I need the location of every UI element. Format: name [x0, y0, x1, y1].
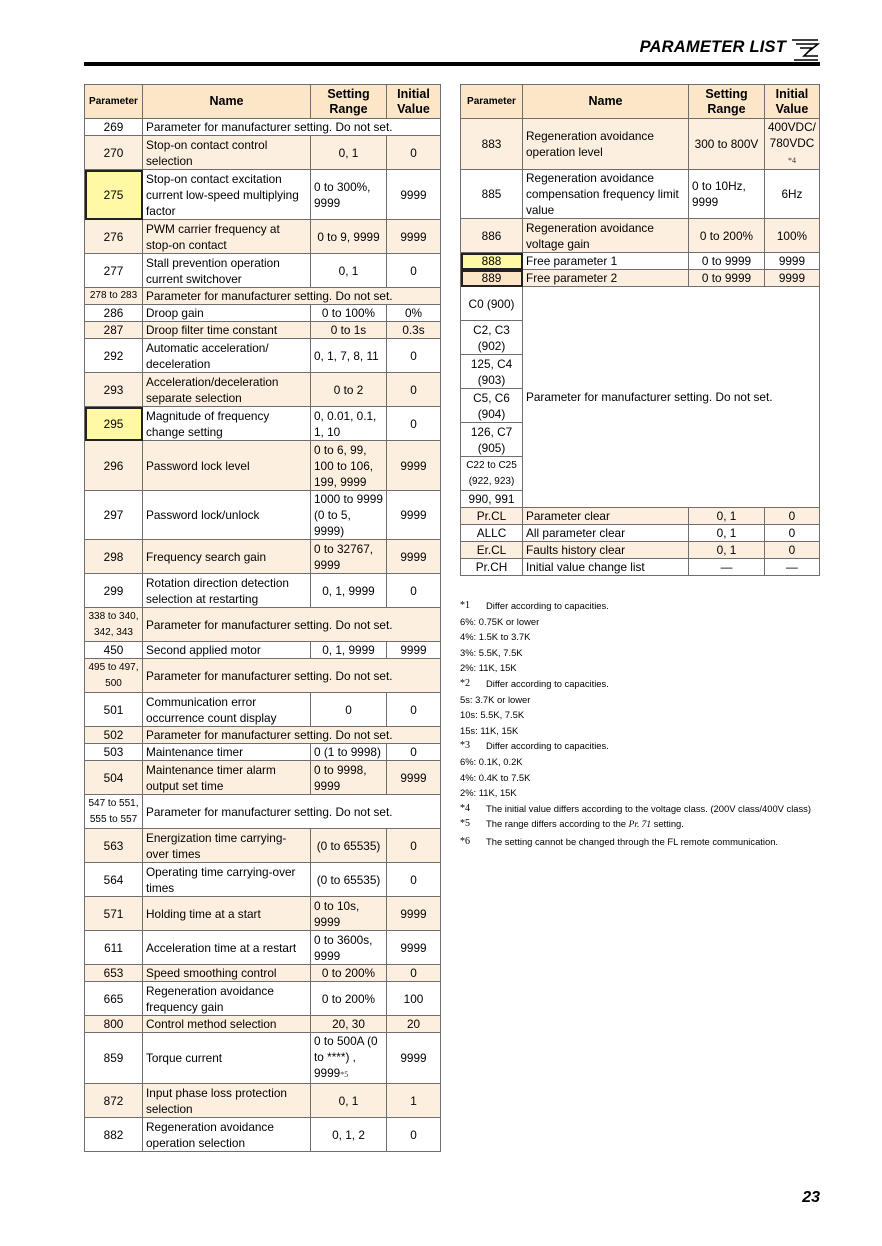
parameter-name: Regeneration avoidance compensation frequency limit value — [523, 170, 689, 219]
setting-range: (0 to 65535) — [311, 829, 387, 863]
parameter-number: 295 — [85, 407, 143, 441]
table-row — [85, 136, 441, 170]
parameter-name: Input phase loss protection selection — [143, 1084, 311, 1118]
footnote-text: Differ according to capacities. — [486, 600, 609, 611]
setting-range: (0 to 65535) — [311, 863, 387, 897]
parameter-name: Control method selection — [143, 1016, 311, 1033]
table-row — [85, 373, 441, 407]
table-row — [85, 608, 441, 642]
table-row — [85, 744, 441, 761]
table-row — [461, 508, 820, 525]
setting-range: 0 to 10Hz, 9999 — [689, 170, 765, 219]
initial-value: — — [765, 559, 820, 576]
table-row — [85, 170, 441, 220]
table-row — [85, 642, 441, 659]
parameter-number: Pr.CL — [461, 508, 523, 525]
setting-range: 0, 1, 9999 — [311, 574, 387, 608]
parameter-table-left — [84, 84, 441, 1152]
parameter-name: Droop gain — [143, 305, 311, 322]
table-row — [461, 170, 820, 219]
setting-range: — — [689, 559, 765, 576]
col-header-setting-range: Setting Range — [689, 85, 765, 119]
parameter-name: Regeneration avoidance frequency gain — [143, 982, 311, 1016]
parameter-number: 885 — [461, 170, 523, 219]
table-row — [85, 491, 441, 540]
table-row — [85, 1016, 441, 1033]
footnote-ref: *5 — [340, 1070, 349, 1079]
table-row — [85, 1033, 441, 1084]
setting-range: 0 to 9998, 9999 — [311, 761, 387, 795]
parameter-number: 292 — [85, 339, 143, 373]
parameter-name: Holding time at a start — [143, 897, 311, 931]
parameter-number: 125, C4 (903) — [461, 355, 523, 389]
table-row — [85, 795, 441, 829]
setting-range: 0 to 9999 — [689, 253, 765, 270]
parameter-number: 882 — [85, 1118, 143, 1152]
parameter-number: Er.CL — [461, 542, 523, 559]
footnote-detail-line: 2%: 11K, 15K — [460, 662, 517, 674]
parameter-number: C22 to C25 (922, 923) — [461, 457, 523, 491]
parameter-number: 564 — [85, 863, 143, 897]
footnotes — [460, 598, 820, 850]
table-row — [461, 119, 820, 170]
initial-value: 100 — [387, 982, 441, 1016]
table-row — [85, 305, 441, 322]
initial-value-text: 400VDC/ 780VDC — [768, 120, 816, 150]
initial-value: 9999 — [387, 170, 441, 220]
parameter-number: 278 to 283 — [85, 288, 143, 305]
table-row — [85, 1118, 441, 1152]
initial-value: 0 — [387, 339, 441, 373]
setting-range: 0 — [311, 693, 387, 727]
table-row — [85, 897, 441, 931]
initial-value: 9999 — [387, 1033, 441, 1084]
parameter-name: All parameter clear — [523, 525, 689, 542]
parameter-number: 501 — [85, 693, 143, 727]
initial-value: 1 — [387, 1084, 441, 1118]
setting-range: 0 to 200% — [311, 965, 387, 982]
footnote-mark: *4 — [460, 802, 470, 814]
footnote — [460, 676, 820, 692]
footnote-mark: *5 — [460, 818, 470, 830]
parameter-name: Acceleration time at a restart — [143, 931, 311, 965]
initial-value: 0 — [387, 574, 441, 608]
parameter-name: Parameter clear — [523, 508, 689, 525]
parameter-number: Pr.CH — [461, 559, 523, 576]
initial-value: 0 — [765, 525, 820, 542]
initial-value: 9999 — [387, 220, 441, 254]
parameter-name: Free parameter 2 — [523, 270, 689, 287]
setting-range: 0 to 200% — [311, 982, 387, 1016]
table-row — [85, 761, 441, 795]
setting-range: 0, 1 — [311, 136, 387, 170]
parameter-name: Regeneration avoidance operation selection — [143, 1118, 311, 1152]
setting-range: 0 to 9, 9999 — [311, 220, 387, 254]
page-title: PARAMETER LIST — [639, 38, 786, 56]
parameter-name: Maintenance timer — [143, 744, 311, 761]
parameter-name: Second applied motor — [143, 642, 311, 659]
parameter-name: Initial value change list — [523, 559, 689, 576]
parameter-number: 611 — [85, 931, 143, 965]
setting-range: 0 to 200% — [689, 219, 765, 253]
initial-value: 0 — [387, 693, 441, 727]
parameter-name: Regeneration avoidance voltage gain — [523, 219, 689, 253]
setting-range: 0, 1, 7, 8, 11 — [311, 339, 387, 373]
initial-value: 0 — [387, 863, 441, 897]
col-header-initial-value: Initial Value — [387, 85, 441, 119]
parameter-number: 269 — [85, 119, 143, 136]
setting-range: 0 to 9999 — [689, 270, 765, 287]
table-row — [85, 965, 441, 982]
col-header-setting-range: Setting Range — [311, 85, 387, 119]
setting-range: 0, 1 — [689, 542, 765, 559]
parameter-name: Droop filter time constant — [143, 322, 311, 339]
table-row — [85, 574, 441, 608]
initial-value: 0 — [765, 508, 820, 525]
table-row — [461, 270, 820, 287]
table-row — [461, 287, 820, 321]
parameter-number: 571 — [85, 897, 143, 931]
footnote-text: The initial value differs according to the voltage class. (200V class/400V class) — [486, 802, 811, 814]
manufacturer-setting-note: Parameter for manufacturer setting. Do not set. — [143, 288, 441, 305]
parameter-number: 270 — [85, 136, 143, 170]
parameter-number: 547 to 551, 555 to 557 — [85, 795, 143, 829]
footnote-ref: *4 — [787, 156, 796, 165]
footnote-text: Differ according to capacities. — [486, 677, 609, 689]
footnote — [460, 816, 820, 834]
parameter-name: Stop-on contact excitation current low-speed multiplying factor — [143, 170, 311, 220]
table-row — [461, 542, 820, 559]
setting-range: 0, 1, 9999 — [311, 642, 387, 659]
parameter-number: 504 — [85, 761, 143, 795]
parameter-name: Acceleration/deceleration separate selection — [143, 373, 311, 407]
table-row — [85, 288, 441, 305]
setting-range-text: 0 to 500A (0 to ****) , 9999 — [314, 1034, 378, 1080]
parameter-number: 338 to 340, 342, 343 — [85, 608, 143, 642]
footnote-mark: *3 — [460, 740, 470, 752]
col-header-name: Name — [143, 85, 311, 119]
parameter-name: Torque current — [143, 1033, 311, 1084]
table-row — [85, 829, 441, 863]
parameter-name: Rotation direction detection selection at restarting — [143, 574, 311, 608]
parameter-number: 888 — [461, 253, 523, 270]
footnote-detail-line: 3%: 5.5K, 7.5K — [460, 646, 523, 658]
parameter-name: Stall prevention operation current switchover — [143, 254, 311, 288]
footnote-mark: *1 — [460, 600, 470, 611]
parameter-number: 653 — [85, 965, 143, 982]
initial-value: 9999 — [387, 931, 441, 965]
parameter-number: 886 — [461, 219, 523, 253]
footnote-detail-line: 10s: 5.5K, 7.5K — [460, 709, 525, 721]
footnote-detail-line: 4%: 1.5K to 3.7K — [460, 631, 531, 643]
footnote — [460, 801, 820, 817]
parameter-number: 450 — [85, 642, 143, 659]
table-row — [85, 254, 441, 288]
setting-range: 0, 1 — [311, 1084, 387, 1118]
parameter-name: Faults history clear — [523, 542, 689, 559]
parameter-name: Operating time carrying-over times — [143, 863, 311, 897]
table-row — [85, 982, 441, 1016]
initial-value: 0 — [387, 373, 441, 407]
initial-value: 0 — [387, 965, 441, 982]
parameter-number: 563 — [85, 829, 143, 863]
parameter-number: C0 (900) — [461, 287, 523, 321]
initial-value: 0% — [387, 305, 441, 322]
manufacturer-setting-note: Parameter for manufacturer setting. Do not set. — [143, 727, 441, 744]
parameter-name: PWM carrier frequency at stop-on contact — [143, 220, 311, 254]
initial-value: 100% — [765, 219, 820, 253]
manufacturer-setting-note: Parameter for manufacturer setting. Do not set. — [143, 608, 441, 642]
parameter-name: Maintenance timer alarm output set time — [143, 761, 311, 795]
table-row — [85, 863, 441, 897]
parameter-name: Speed smoothing control — [143, 965, 311, 982]
parameter-number: 298 — [85, 540, 143, 574]
manufacturer-setting-note: Parameter for manufacturer setting. Do not set. — [143, 795, 441, 829]
footnote-text: The setting cannot be changed through the FL remote communication. — [486, 835, 779, 847]
setting-range: 0 to 32767, 9999 — [311, 540, 387, 574]
manufacturer-setting-note: Parameter for manufacturer setting. Do not set. — [143, 119, 441, 136]
footnote-detail-line: 4%: 0.4K to 7.5K — [460, 771, 531, 783]
initial-value: 0 — [387, 407, 441, 441]
initial-value: 9999 — [387, 761, 441, 795]
table-row — [461, 219, 820, 253]
col-header-initial-value: Initial Value — [765, 85, 820, 119]
footnote-text: Differ according to capacities. — [486, 740, 609, 752]
table-row — [85, 727, 441, 744]
parameter-number: 275 — [85, 170, 143, 220]
table-row — [85, 220, 441, 254]
initial-value: 0 — [387, 136, 441, 170]
setting-range: 0 to 1s — [311, 322, 387, 339]
table-row — [85, 441, 441, 491]
setting-range: 0 to 2 — [311, 373, 387, 407]
table-row — [85, 540, 441, 574]
table-row — [85, 322, 441, 339]
table-row — [85, 119, 441, 136]
manufacturer-setting-note: Parameter for manufacturer setting. Do not set. — [143, 659, 441, 693]
header-rule — [84, 62, 820, 66]
parameter-name: Magnitude of frequency change setting — [143, 407, 311, 441]
parameter-name: Energization time carrying-over times — [143, 829, 311, 863]
parameter-number: 297 — [85, 491, 143, 540]
col-header-parameter: Parameter — [85, 85, 143, 119]
parameter-number: 495 to 497, 500 — [85, 659, 143, 693]
initial-value: 9999 — [387, 642, 441, 659]
initial-value: 9999 — [387, 540, 441, 574]
setting-range — [311, 1033, 387, 1084]
footnote — [460, 598, 820, 614]
table-row — [85, 659, 441, 693]
initial-value: 9999 — [765, 270, 820, 287]
parameter-number: 287 — [85, 322, 143, 339]
parameter-name: Communication error occurrence count display — [143, 693, 311, 727]
parameter-number: ALLC — [461, 525, 523, 542]
table-row — [85, 1084, 441, 1118]
setting-range: 0, 1 — [689, 525, 765, 542]
parameter-number: 276 — [85, 220, 143, 254]
parameter-number: C2, C3 (902) — [461, 321, 523, 355]
parameter-name: Free parameter 1 — [523, 253, 689, 270]
setting-range: 0 to 6, 99, 100 to 106, 199, 9999 — [311, 441, 387, 491]
parameter-name: Regeneration avoidance operation level — [523, 119, 689, 170]
setting-range: 0, 1 — [689, 508, 765, 525]
table-row — [461, 559, 820, 576]
table-row — [85, 931, 441, 965]
initial-value: 6Hz — [765, 170, 820, 219]
footnote — [460, 738, 820, 754]
setting-range: 20, 30 — [311, 1016, 387, 1033]
setting-range: 0, 1, 2 — [311, 1118, 387, 1152]
setting-range: 1000 to 9999 (0 to 5, 9999) — [311, 491, 387, 540]
initial-value: 0 — [387, 744, 441, 761]
initial-value: 0 — [765, 542, 820, 559]
table-row — [85, 339, 441, 373]
footnote-text — [486, 816, 820, 834]
parameter-number: C5, C6 (904) — [461, 389, 523, 423]
initial-value: 9999 — [387, 491, 441, 540]
footnote-mark: *6 — [460, 835, 470, 847]
setting-range: 0 (1 to 9998) — [311, 744, 387, 761]
table-row — [461, 253, 820, 270]
initial-value: 0 — [387, 829, 441, 863]
table-row — [85, 407, 441, 441]
footnote — [460, 834, 820, 850]
table-row — [85, 693, 441, 727]
setting-range: 0 to 3600s, 9999 — [311, 931, 387, 965]
parameter-name: Password lock level — [143, 441, 311, 491]
parameter-number: 872 — [85, 1084, 143, 1118]
manufacturer-setting-note: Parameter for manufacturer setting. Do not set. — [523, 287, 820, 508]
footnote-detail-line: 5s: 3.7K or lower — [460, 693, 531, 705]
table-row — [461, 525, 820, 542]
setting-range: 0, 0.01, 0.1, 1, 10 — [311, 407, 387, 441]
footnote-text-part: setting. — [651, 818, 684, 830]
page-number: 23 — [802, 1189, 820, 1206]
parameter-number: 293 — [85, 373, 143, 407]
parameter-name: Automatic acceleration/ deceleration — [143, 339, 311, 373]
parameter-number: 126, C7 (905) — [461, 423, 523, 457]
parameter-number: 883 — [461, 119, 523, 170]
footnote-detail-line: 15s: 11K, 15K — [460, 724, 519, 736]
footnote-text-part: The range differs according to the — [486, 818, 629, 830]
setting-range: 0, 1 — [311, 254, 387, 288]
initial-value: 9999 — [387, 897, 441, 931]
col-header-name: Name — [523, 85, 689, 119]
parameter-number: 286 — [85, 305, 143, 322]
parameter-number: 296 — [85, 441, 143, 491]
initial-value: 20 — [387, 1016, 441, 1033]
setting-range: 0 to 100% — [311, 305, 387, 322]
footnote-detail-line: 2%: 11K, 15K — [460, 787, 517, 799]
col-header-parameter: Parameter — [461, 85, 523, 119]
parameter-table-right — [460, 84, 820, 576]
initial-value: 0 — [387, 254, 441, 288]
parameter-number: 800 — [85, 1016, 143, 1033]
footnote-detail-line: 6%: 0.75K or lower — [460, 615, 540, 627]
footnote-detail-line: 6%: 0.1K, 0.2K — [460, 755, 523, 767]
setting-range: 0 to 10s, 9999 — [311, 897, 387, 931]
footnote-mark: *2 — [460, 677, 470, 689]
parameter-name: Frequency search gain — [143, 540, 311, 574]
stripes-logo-icon — [790, 38, 820, 62]
parameter-reference: Pr. 71 — [628, 820, 652, 831]
parameter-number: 665 — [85, 982, 143, 1016]
parameter-number: 889 — [461, 270, 523, 287]
initial-value: 9999 — [765, 253, 820, 270]
initial-value: 0 — [387, 1118, 441, 1152]
parameter-number: 503 — [85, 744, 143, 761]
setting-range: 300 to 800V — [689, 119, 765, 170]
parameter-number: 299 — [85, 574, 143, 608]
setting-range: 0 to 300%, 9999 — [311, 170, 387, 220]
parameter-name: Password lock/unlock — [143, 491, 311, 540]
initial-value: 0.3s — [387, 322, 441, 339]
initial-value: 9999 — [387, 441, 441, 491]
parameter-name: Stop-on contact control selection — [143, 136, 311, 170]
parameter-number: 277 — [85, 254, 143, 288]
parameter-number: 502 — [85, 727, 143, 744]
parameter-number: 859 — [85, 1033, 143, 1084]
initial-value — [765, 119, 820, 170]
parameter-number: 990, 991 — [461, 491, 523, 508]
